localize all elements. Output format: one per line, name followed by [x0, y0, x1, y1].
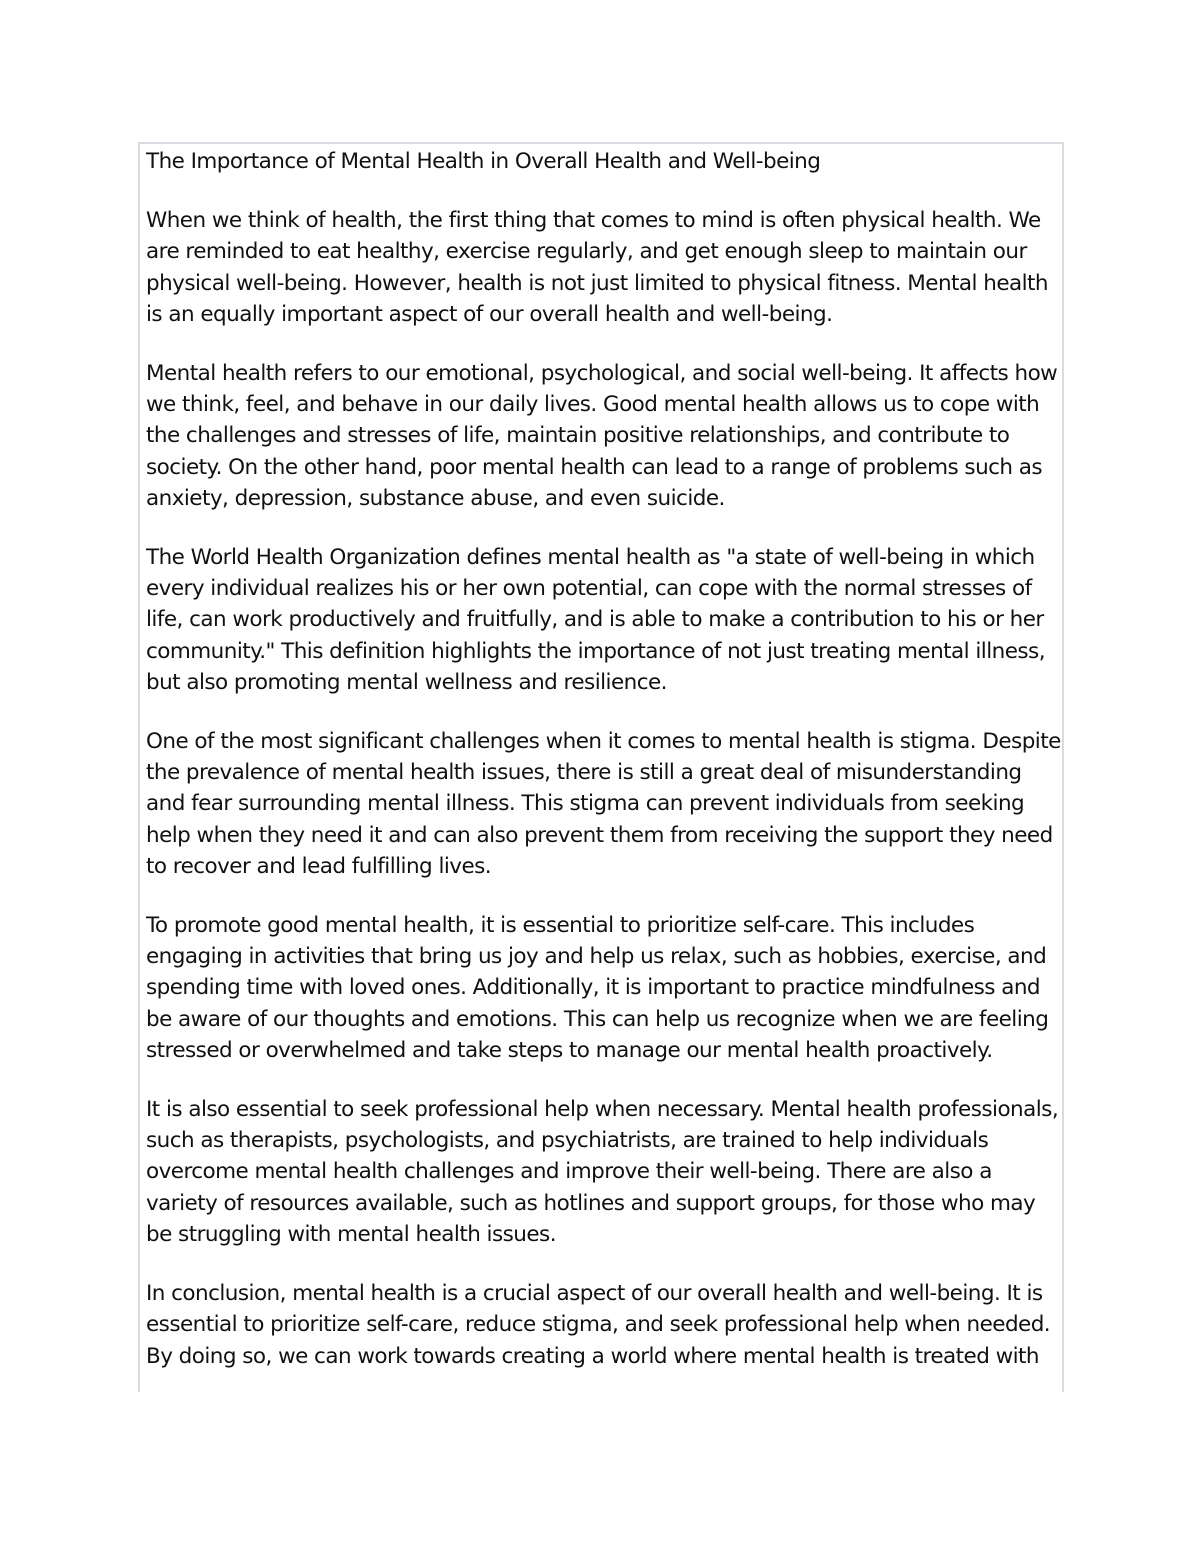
- paragraph-who-definition: The World Health Organization defines mental health as "a state of well-being in which every individual realizes his or her own potential, can cope with the normal stresses of life, can work productively and fruitfully, and is able to make a contribution to his or her community." This definition highlights the importance of not just treating mental illness, but also promoting mental wellness and resilience.: [146, 545, 1045, 695]
- paragraph-professional-help: It is also essential to seek professional help when necessary. Mental health professionals, such as therapists, psychologists, and psychiatrists, are trained to help individuals overcome mental health challenges and improve their well-being. There are also a variety of resources available, such as hotlines and support groups, for those who may be struggling with mental health issues.: [146, 1097, 1059, 1247]
- paragraph-self-care: To promote good mental health, it is essential to prioritize self-care. This includes engaging in activities that bring us joy and help us relax, such as hobbies, exercise, and spending time with loved ones. Additionally, it is important to practice mindfulness and be aware of our thoughts and emotions. This can help us recognize when we are feeling stressed or overwhelmed and take steps to manage our mental health proactively.: [146, 913, 1049, 1063]
- paragraph-definition: Mental health refers to our emotional, psychological, and social well-being. It affects how we think, feel, and behave in our daily lives. Good mental health allows us to cope with the challenges and stresses of life, maintain positive relationships, and contribute to society. On the other hand, poor mental health can lead to a range of problems such as anxiety, depression, substance abuse, and even suicide.: [146, 361, 1058, 511]
- paragraph-conclusion: In conclusion, mental health is a crucial aspect of our overall health and well-being. It is essential to prioritize self-care, reduce stigma, and seek professional help when needed. By doing so, we can work towards creating a world where mental health is treated with: [146, 1281, 1051, 1369]
- paragraph-stigma: One of the most significant challenges when it comes to mental health is stigma. Despite the prevalence of mental health issues, there is still a great deal of misunderstanding and fear surrounding mental illness. This stigma can prevent individuals from seeking help when they need it and can also prevent them from receiving the support they need to recover and lead fulfilling lives.: [146, 729, 1061, 879]
- text-frame: [138, 142, 1064, 1392]
- paragraph-intro: When we think of health, the first thing that comes to mind is often physical health. We are reminded to eat healthy, exercise regularly, and get enough sleep to maintain our physical well-being. However, health is not just limited to physical fitness. Mental health is an equally important aspect of our overall health and well-being.: [146, 208, 1049, 327]
- document-body: [146, 146, 1062, 1392]
- document-title: The Importance of Mental Health in Overall Health and Well-being: [146, 149, 821, 174]
